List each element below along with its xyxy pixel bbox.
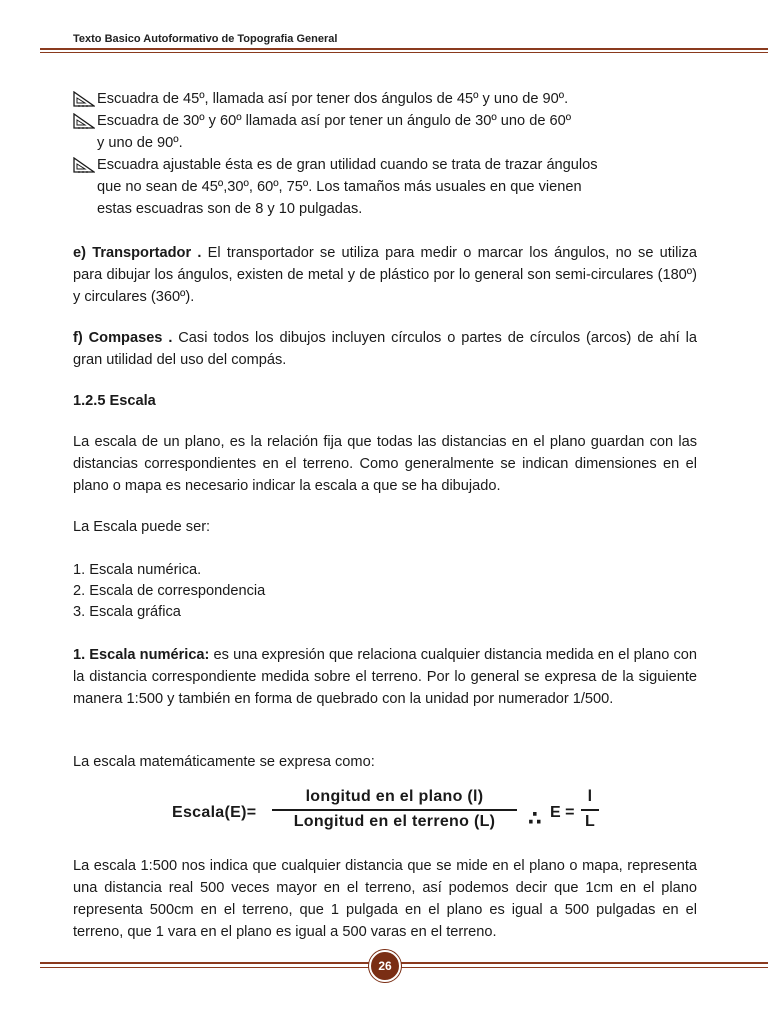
formula-e-fraction [581, 788, 599, 831]
formula-denominator: Longitud en el terreno (L) [293, 813, 496, 830]
escala-types-intro: La Escala puede ser: [73, 519, 211, 535]
running-header: Texto Basico Autoformativo de Topografia General [73, 33, 338, 45]
term-transportador: e) Transportador . [73, 245, 202, 261]
bullet-continuation: que no sean de 45º,30º, 60º, 75º. Los tamaños más usuales en que vienen [97, 179, 582, 195]
paragraph-escala-example: La escala 1:500 nos indica que cualquier distancia que se mide en el plano o mapa, representa una distancia real 500 veces mayor en el terreno, así podemos decir que 1cm en el plano representa 500cm en el terreno, que 1 pulgada en el plano es igual a 500 pulgadas en el terreno, que 1 vara en el plano es igual a 500 varas en el terreno. [73, 858, 697, 940]
header-rule-thin [40, 52, 768, 53]
paragraph-escala-numerica [73, 644, 697, 710]
formula-fraction [272, 788, 517, 831]
section-heading: 1.2.5 Escala [73, 393, 156, 409]
escala-numerica-text: es una expresión que relaciona cualquier distancia medida en el plano con la distancia correspondiente medida sobre el terreno. Por lo general se expresa de la siguiente manera 1:500 y también en forma de quebrado con la unidad por numerador 1/500. [73, 647, 697, 707]
set-square-icon [73, 113, 95, 129]
set-square-icon [73, 157, 95, 173]
term-escala-numerica: 1. Escala numérica: [73, 647, 210, 663]
formula-e-label: E = [550, 804, 575, 821]
bullet-text: Escuadra de 45º, llamada así por tener dos ángulos de 45º y uno de 90º. [97, 91, 569, 107]
transportador-text: El transportador se utiliza para medir o marcar los ángulos, no se utiliza para dibujar los ángulos, existen de metal y de plástico por lo general son semi-circulares (180º) y circulares (360º). [73, 245, 697, 305]
fraction-bar [272, 809, 517, 811]
list-item: 2. Escala de correspondencia [73, 583, 266, 599]
fraction-bar [581, 809, 599, 811]
paragraph-transportador [73, 242, 697, 308]
formula-e-denominator: L [584, 813, 596, 830]
page-number-badge: 26 [369, 950, 401, 982]
term-compases: f) Compases . [73, 330, 173, 346]
formula-intro: La escala matemáticamente se expresa como: [73, 754, 375, 770]
bullet-continuation: estas escuadras son de 8 y 10 pulgadas. [97, 201, 363, 217]
formula-e-numerator: l [587, 788, 593, 805]
paragraph-escala-definition: La escala de un plano, es la relación fija que todas las distancias en el plano guardan con las distancias correspondientes en el terreno. Como generalmente se indican dimensiones en el plano o mapa es necesario indicar la escala a que se ha dibujado. [73, 434, 697, 494]
bullet-text: Escuadra de 30º y 60º llamada así por tener un ángulo de 30º uno de 60º [97, 113, 572, 129]
footer-rule [40, 962, 768, 964]
bullet-continuation: y uno de 90º. [97, 135, 183, 151]
header-rule [40, 48, 768, 50]
set-square-icon [73, 91, 95, 107]
footer-rule-thin [40, 967, 768, 968]
bullet-text: Escuadra ajustable ésta es de gran utilidad cuando se trata de trazar ángulos [97, 157, 598, 173]
list-item: 1. Escala numérica. [73, 562, 202, 578]
therefore-symbol: ∴ [528, 808, 542, 830]
compases-text: Casi todos los dibujos incluyen círculos o partes de círculos (arcos) de ahí la gran utilidad del uso del compás. [73, 330, 697, 368]
formula-lhs: Escala(E)= [172, 804, 257, 821]
formula-numerator: longitud en el plano (l) [305, 788, 484, 805]
list-item: 3. Escala gráfica [73, 604, 181, 620]
paragraph-compases [73, 327, 697, 371]
scale-formula [172, 786, 612, 842]
